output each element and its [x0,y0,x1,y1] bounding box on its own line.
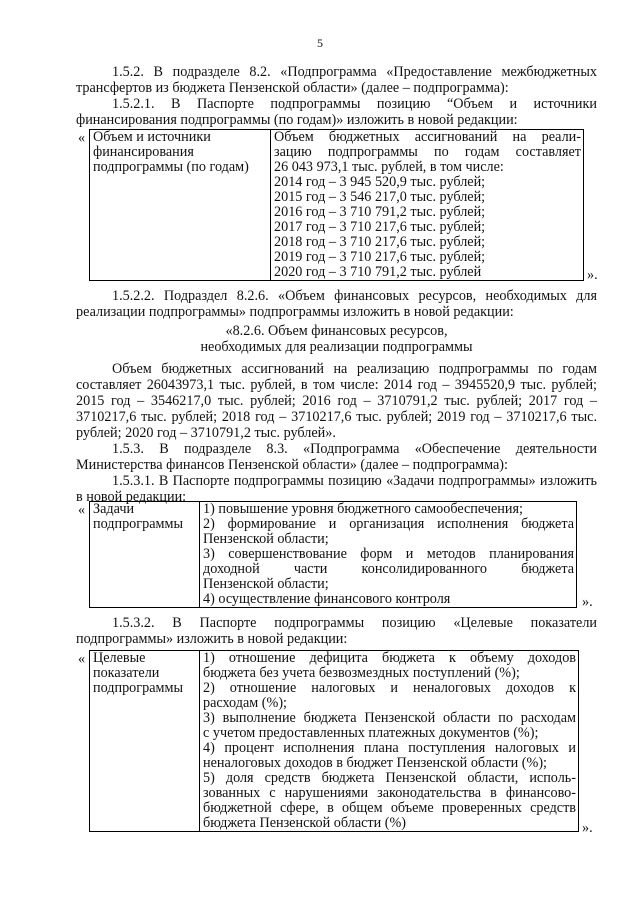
financing-table [89,129,584,281]
section-heading-line-2: необходимых для реализации подпрограммы [200,339,473,355]
close-quote: ». [582,594,593,610]
indicators-content-cell: 1) отношение дефицита бюджета к объему доходов бюджета без учета безвозмездных поступлений (%); 2) отношение налоговых и неналоговых доходов к расходам (%); 3) выполнение бюджета Пензенской области по расходам с учетом предоставленных платежных документов (%); 4) процент исполнения плана поступления налоговых и неналоговых доходов в бюджет Пензенской области (%); 5) доля средств бюджета Пензенской области, исполь- зованных с нарушениями законодательства в финансово- бюджетной сфере, в общем объеме проверенных средств бюджета Пензенской области (%) [200,651,579,832]
section-heading-line-1: «8.2.6. Объем финансовых ресурсов, [225,323,448,339]
paragraph-1-5-2: 1.5.2. В подразделе 8.2. «Подпрограмма «Предоставление межбюджетных трансфертов из бюджета Пензенской области» (далее – подпрограмма): [76,64,597,96]
open-quote: « [78,502,86,518]
paragraph-1-5-2-2: 1.5.2.2. Подраздел 8.2.6. «Объем финансовых ресурсов, необходимых для реализации подпрограммы» подпрограммы изложить в новой редакции: [76,288,597,320]
indicators-label-cell: Целевые показатели подпрограммы [90,651,200,832]
financing-content-cell: Объем бюджетных ассигнований на реали- зацию подпрограммы по годам составляет 26 043 973,1 тыс. рублей, в том числе: 2014 год – 3 945 520,9 тыс. рублей; 2015 год – 3 546 217,0 тыс. рублей; 2016 год – 3 710 791,2 тыс. рублей; 2017 год – 3 710 217,6 тыс. рублей; 2018 год – 3 710 217,6 тыс. рублей; 2019 год – 3 710 217,6 тыс. рублей; 2020 год – 3 710 791,2 тыс. рублей [271,130,584,281]
open-quote: « [78,130,86,146]
paragraph-1-5-3-1: 1.5.3.1. В Паспорте подпрограммы позицию «Задачи подпрограммы» изложить в новой редакции: [76,473,597,505]
financing-label-cell: Объем и источники финансирования подпрограммы (по годам) [90,130,271,281]
tasks-label-cell: Задачи подпрограммы [90,502,200,608]
close-quote: ». [582,820,593,836]
open-quote: « [78,651,86,667]
close-quote: ». [587,267,598,283]
indicators-table [89,650,579,832]
tasks-content-cell: 1) повышение уровня бюджетного самообеспечения; 2) формирование и организация исполнения бюджета Пензенской области; 3) совершенствование форм и методов планирования доходной части консолидированного бюджета Пензенской области; 4) осуществление финансового контроля [200,502,577,608]
tasks-table [89,501,577,608]
paragraph-1-5-3-2: 1.5.3.2. В Паспорте подпрограммы позицию «Целевые показатели подпрограммы» изложить в новой редакции: [76,615,597,647]
paragraph-financing-volume: Объем бюджетных ассигнований на реализацию подпрограммы по годам составляет 26043973,1 тыс. рублей, в том числе: 2014 год – 3945520,9 тыс. рублей; 2015 год – 3546217,0 тыс. рублей; 2016 год – 3710791,2 тыс. рублей; 2017 год – 3710217,6 тыс. рублей; 2018 год – 3710217,6 тыс. рублей; 2019 год – 3710217,6 тыс. рублей; 2020 год – 3710791,2 тыс. рублей». [76,361,597,441]
paragraph-1-5-2-1: 1.5.2.1. В Паспорте подпрограммы позицию “Объем и источники финансирования подпрограммы (по годам)» изложить в новой редакции: [76,96,597,128]
page-number: 5 [317,36,323,50]
paragraph-1-5-3: 1.5.3. В подразделе 8.3. «Подпрограмма «Обеспечение деятельности Министерства финансов Пензенской области» (далее – подпрограмма): [76,441,597,473]
